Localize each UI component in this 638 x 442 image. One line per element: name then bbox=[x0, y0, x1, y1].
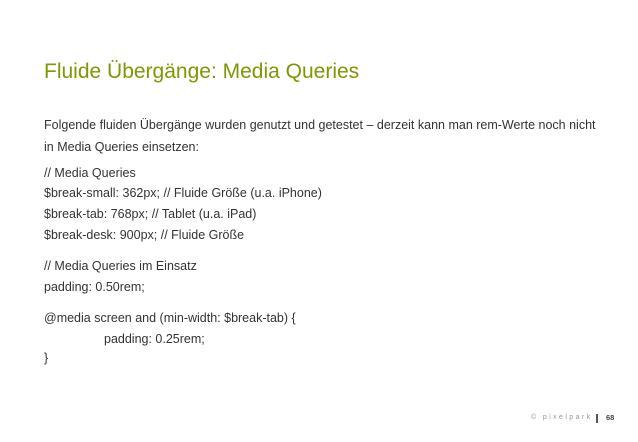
footer-brand: © pixelpark bbox=[531, 414, 593, 421]
code-line-break-desk: $break-desk: 900px; // Fluide Größe bbox=[44, 228, 245, 242]
code-line-break-tab: $break-tab: 768px; // Tablet (u.a. iPad) bbox=[44, 207, 257, 221]
code-comment-media-queries: // Media Queries bbox=[44, 166, 136, 180]
code-line-padding-tab: padding: 0.25rem; bbox=[104, 332, 205, 346]
footer-divider bbox=[596, 414, 598, 423]
code-line-padding-default: padding: 0.50rem; bbox=[44, 280, 145, 294]
slide-title: Fluide Übergänge: Media Queries bbox=[44, 60, 360, 83]
code-line-media-rule: @media screen and (min-width: $break-tab) { bbox=[44, 311, 296, 325]
intro-text: Folgende fluiden Übergänge wurden genutzt und getestet – derzeit kann man rem-Werte noch nicht in Media Queries einsetzen: bbox=[44, 118, 596, 154]
page-number: 68 bbox=[606, 413, 615, 422]
code-line-break-small: $break-small: 362px; // Fluide Größe (u.a. iPhone) bbox=[44, 186, 322, 200]
code-line-closing-brace: } bbox=[44, 351, 49, 365]
code-comment-media-queries-in-use: // Media Queries im Einsatz bbox=[44, 259, 197, 273]
